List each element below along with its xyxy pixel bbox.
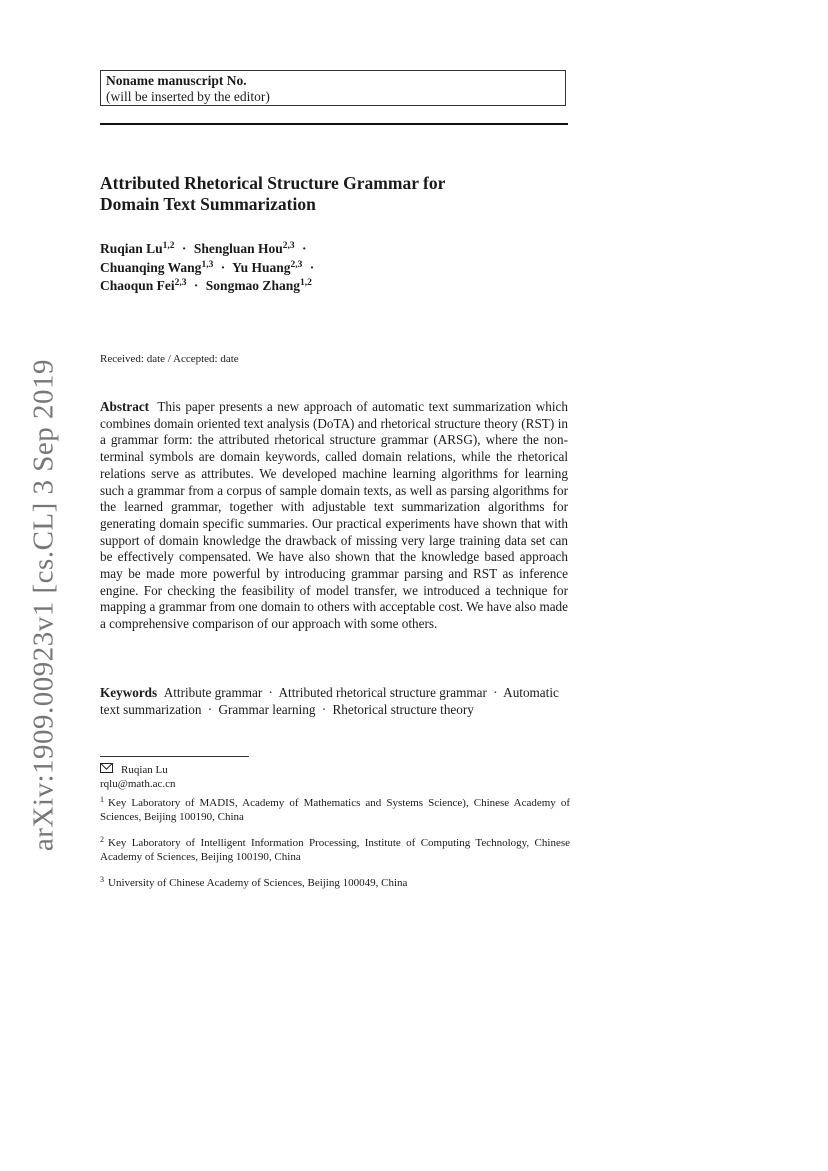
- affiliation-3: [100, 876, 570, 890]
- author-name: Chuanqing Wang: [100, 259, 202, 275]
- affiliation-1: [100, 796, 570, 824]
- author-separator: ·: [301, 241, 307, 256]
- author-affiliation-mark: 1,3: [201, 259, 214, 270]
- affiliation-number: 3: [100, 875, 104, 884]
- author-affiliation-mark: 2,3: [282, 241, 295, 251]
- arxiv-identifier: arXiv:1909.00923v1 [cs.CL] 3 Sep 2019: [27, 358, 60, 852]
- paper-title: [100, 173, 580, 215]
- author-line-2: [100, 259, 580, 278]
- author-separator: ·: [309, 259, 315, 275]
- title-line-1: Attributed Rhetorical Structure Grammar for: [100, 173, 446, 193]
- author-line-3: [100, 277, 580, 296]
- manuscript-box: [100, 70, 566, 106]
- manuscript-note: (will be inserted by the editor): [106, 89, 270, 104]
- author-list: [100, 240, 580, 296]
- author-affiliation-mark: 2,3: [174, 278, 187, 288]
- header-rule: [100, 123, 568, 125]
- manuscript-number: Noname manuscript No.: [106, 73, 247, 88]
- keyword-separator: ·: [207, 701, 213, 717]
- keyword: Attribute grammar: [163, 685, 263, 700]
- author-name: Chaoqun Fei: [100, 278, 175, 293]
- author-separator: ·: [181, 241, 187, 256]
- author-line-1: [100, 240, 580, 259]
- author-name: Songmao Zhang: [205, 278, 300, 293]
- keywords-label: Keywords: [100, 685, 158, 700]
- correspondent-name: Ruqian Lu: [121, 764, 168, 776]
- author-separator: ·: [193, 278, 199, 293]
- author-affiliation-mark: 1,2: [162, 241, 175, 251]
- affiliation-2: [100, 836, 570, 864]
- author-affiliation-mark: 1,2: [299, 278, 312, 288]
- affiliation-text: University of Chinese Academy of Sciences, Beijing 100049, China: [108, 877, 408, 889]
- footnote-rule: [100, 756, 249, 757]
- abstract-label: Abstract: [100, 399, 150, 414]
- correspondent-email: rqlu@math.ac.cn: [100, 778, 176, 790]
- received-date: Received: date / Accepted: date: [100, 353, 239, 365]
- affiliation-number: 2: [100, 835, 104, 844]
- abstract: [100, 399, 568, 633]
- author-separator: ·: [220, 259, 226, 275]
- affiliation-text: Key Laboratory of MADIS, Academy of Mathematics and Systems Science), Chinese Academy of Sciences, Beijing 100190, China: [100, 797, 570, 823]
- keyword-separator: ·: [268, 685, 273, 700]
- author-name: Yu Huang: [232, 259, 291, 275]
- keyword: Grammar learning: [218, 701, 316, 717]
- keyword: Attributed rhetorical structure grammar: [278, 685, 487, 700]
- keywords: [100, 685, 568, 718]
- keyword: Rhetorical structure theory: [332, 701, 474, 717]
- affiliation-text: Key Laboratory of Intelligent Information Processing, Institute of Computing Technology, Chinese Academy of Sciences, Beijing 100190, China: [100, 837, 570, 863]
- abstract-text: This paper presents a new approach of automatic text summarization which combines domain oriented text analysis (DoTA) and rhetorical structure theory (RST) in a grammar form: the attributed rhetorical structure grammar (ARSG), where the non-terminal symbols are domain keywords, called domain relations, while the rhetorical relations serve as attributes. We developed machine learning algorithms for learning such a grammar from a corpus of sample domain texts, as well as parsing algorithms for the learned grammar, together with adjustable text summarization algorithms for generating domain specific summaries. Our practical experiments have shown that with support of domain knowledge the drawback of missing very large training data set can be effectively compensated. We have also shown that the knowledge based approach may be made more powerful by introducing grammar parsing and RST as inference engine. For checking the feasibility of model transfer, we introduced a technique for mapping a grammar from one domain to others with acceptable cost. We have also made a comprehensive comparison of our approach with some others.: [100, 399, 568, 632]
- keyword-separator: ·: [493, 685, 498, 700]
- title-line-2: Domain Text Summarization: [100, 194, 316, 214]
- author-affiliation-mark: 2,3: [290, 259, 303, 270]
- affiliation-number: 1: [100, 795, 104, 804]
- envelope-icon: [100, 763, 113, 773]
- author-name: Shengluan Hou: [193, 241, 283, 256]
- author-name: Ruqian Lu: [100, 241, 163, 256]
- keyword: Automatic text summarization: [100, 685, 559, 717]
- correspondence: [100, 763, 176, 791]
- keyword-separator: ·: [321, 701, 327, 717]
